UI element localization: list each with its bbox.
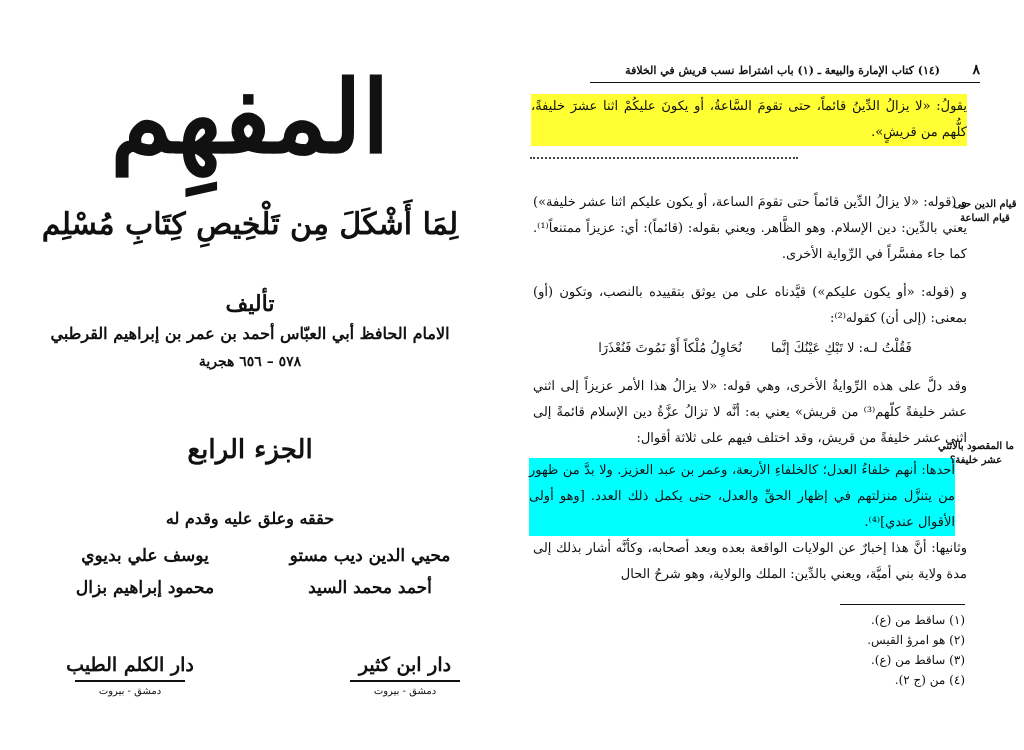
verse-hemistich-first: فَقُلْتُ لـه: لا تَبْكِ عَيْنُكَ إنَّما (770, 341, 912, 356)
book-subtitle: لِمَا أَشْكَلَ مِن تَلْخِيصِ كِتَابِ مُسْلِم (41, 207, 459, 242)
editor-name: محيي الدين ديب مستو (289, 546, 451, 566)
author-label: تأليف (225, 291, 275, 317)
commentary-paragraph: وقد دلَّ على هذه الرِّوايةُ الأخرى، وهي قوله: «لا يزالُ هذا الأمر عزيزاً إلى اثني عشر خليفةً كلّهم⁽³⁾ من قريش» يعني به: أنَّه لا تزالُ عزَّةُ دين الإسلام قائمةً إلى اثني عشر خليفةً من قريش، وقد اختلف فيهم على ثلاثة أقوال: (533, 379, 967, 446)
editor-name: أحمد محمد السيد (308, 578, 432, 598)
opinion-highlighted[interactable]: أحدها: أنهم خلفاءُ العدل؛ كالخلفاءِ الأربعة، وعمر بن عبد العزيز. ولا بدَّ من ظهور من يتنزَّل منزلتهم في إظهار الحقِّ والعدل، حتى يكمل ذلك العدد. [وهو أولى الأقوال عندي]⁽⁴⁾. (529, 458, 955, 536)
margin-note: ما المقصود بالاثني عشر خليفة؟ (938, 441, 1014, 466)
footnote: (٤) من (ج ٢). (894, 673, 965, 687)
footnotes-list (765, 610, 965, 690)
commentary-paragraph: و (قوله: «أو يكون عليكم») قيَّدناه على من يوثق بتقييده بالنصب، وتكون (أو) بمعنى: (إلى أن) كقوله⁽²⁾: (533, 285, 967, 326)
publisher-divider (350, 680, 460, 682)
hadith-text-highlighted[interactable]: يقولُ: «لا يزالُ الدِّينُ قائماً، حتى تقومَ السَّاعةُ، أو يكونَ عليكُمْ اثنا عشرَ خليفةً، كلُّهم من قريشٍ». (531, 94, 967, 146)
publisher-name: دار ابن كثير (358, 654, 452, 676)
poetry-verse (565, 336, 945, 362)
footnote: (١) ساقط من (ع). (870, 613, 965, 627)
running-head: (١٤) كتاب الإمارة والبيعة ـ (١) باب اشتراط نسب قريش في الخلافة (625, 64, 940, 77)
publisher-city: دمشق - بيروت (98, 686, 162, 697)
publisher-logo (330, 652, 480, 712)
footnote: (٣) ساقط من (ع). (870, 653, 965, 667)
title-page (0, 0, 500, 750)
page-header (590, 60, 980, 83)
editors-label: حققه وعلق عليه وقدم له (165, 509, 335, 528)
volume-label: الجزء الرابع (187, 435, 313, 465)
commentary-paragraph: وثانيها: أنَّ هذا إخبارٌ عن الولايات الواقعة بعده وبعد أصحابه، وكأنَّه أشار بذلك إلى مدة ولاية بني أميَّة، ويعني بالدِّين: الملك والولاية، وهو شرحُ الحال (533, 541, 967, 582)
publisher-city: دمشق - بيروت (373, 686, 437, 697)
author-dates: ٥٧٨ – ٦٥٦ هجرية (198, 354, 302, 370)
dotted-separator (530, 157, 798, 159)
verse-hemistich-second: نُحَاوِلُ مُلْكاً أَوْ نَمُوتَ فَنُعْذَرَا (598, 341, 742, 356)
editor-name: محمود إبراهيم بزال (75, 578, 215, 598)
footnote: (٢) هو امرؤ القيس. (867, 633, 965, 647)
margin-note: قيام الدين حتى قيام الساعة (953, 199, 1017, 224)
publisher-divider (75, 680, 185, 682)
publisher-name: دار الكلم الطيب (66, 654, 194, 676)
page-number: ٨ (972, 62, 980, 78)
editor-name: يوسف علي بديوي (81, 546, 209, 566)
publisher-logo (55, 652, 205, 712)
author-name: الامام الحافظ أبي العبّاس أحمد بن عمر بن إبراهيم القرطبي (50, 324, 450, 343)
commentary-paragraph: و (قوله: «لا يزالُ الدِّين قائماً حتى تقومَ الساعة، أو يكون عليكم اثنا عشر خليفة») يعني بالدِّين: دين الإسلام. وهو الظَّاهر. ويعني بقوله: (قائماً): أي: عزيزاً ممتنعاً⁽¹⁾. كما جاء مفسَّراً في الرِّواية الأخرى. (533, 195, 967, 262)
book-title: المفهِم (110, 58, 390, 176)
text-page (515, 0, 1024, 750)
footnote-divider (840, 604, 965, 605)
